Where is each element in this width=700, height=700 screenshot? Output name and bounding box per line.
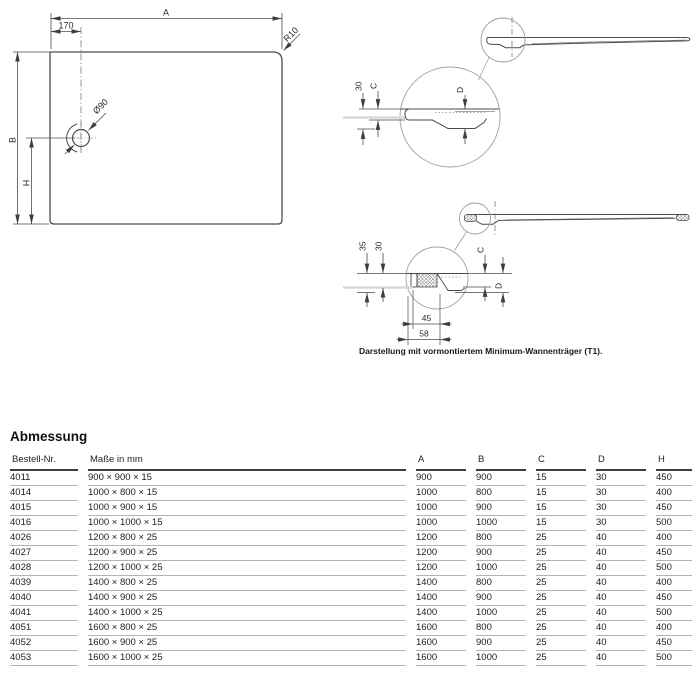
- dim-label-35: 35: [357, 241, 368, 251]
- table-cell: 1000: [416, 516, 466, 531]
- table-cell: 40: [596, 561, 646, 576]
- magnifier-source-circle: [481, 18, 525, 62]
- table-cell: 15: [536, 486, 586, 501]
- table-row: [10, 471, 692, 486]
- table-cell: 1600 × 900 × 25: [88, 636, 406, 651]
- magnifier-circle: [400, 67, 500, 167]
- table-cell: 800: [476, 576, 526, 591]
- table-cell: 30: [596, 516, 646, 531]
- dim-label-b: B: [7, 136, 18, 144]
- support-block-left: [465, 215, 477, 222]
- table-cell: 1400 × 1000 × 25: [88, 606, 406, 621]
- table-cell: 1000: [476, 516, 526, 531]
- table-cell: 800: [476, 621, 526, 636]
- table-row: [10, 531, 692, 546]
- table-cell: 1200 × 900 × 25: [88, 546, 406, 561]
- table-header-row: [10, 453, 692, 471]
- table-cell: 1200: [416, 561, 466, 576]
- table-header: [10, 453, 692, 471]
- dim-label-a: A: [162, 7, 170, 18]
- table-cell: 900: [476, 636, 526, 651]
- table-cell: 1600: [416, 636, 466, 651]
- column-header: Maße in mm: [88, 453, 406, 471]
- section-title: Abmessung: [10, 429, 88, 444]
- dim-label-c: C: [368, 82, 379, 89]
- table-cell: 1000 × 800 × 15: [88, 486, 406, 501]
- table-cell: 4026: [10, 531, 78, 546]
- table-cell: 25: [536, 546, 586, 561]
- table-row: [10, 486, 692, 501]
- dimensions-table: [0, 453, 700, 666]
- dim-label-30: 30: [353, 81, 364, 91]
- table-cell: 4015: [10, 501, 78, 516]
- table-cell: 500: [656, 651, 692, 666]
- table-cell: 400: [656, 486, 692, 501]
- table-cell: 1200 × 1000 × 25: [88, 561, 406, 576]
- table-cell: 450: [656, 501, 692, 516]
- table-cell: 40: [596, 576, 646, 591]
- table-cell: 1000: [476, 561, 526, 576]
- magnifier-connector: [455, 232, 467, 251]
- table-cell: 25: [536, 576, 586, 591]
- drawing-caption: Darstellung mit vormontiertem Minimum-Wannenträger (T1).: [359, 346, 603, 356]
- support-block-right: [677, 215, 690, 221]
- section-detail-drawing: [335, 5, 700, 185]
- table-cell: 15: [536, 471, 586, 486]
- tray-edge-cap: [411, 274, 417, 288]
- table-body: [10, 471, 692, 666]
- table-cell: 400: [656, 621, 692, 636]
- table-cell: 40: [596, 621, 646, 636]
- tray-section-profile: [487, 38, 690, 48]
- table-cell: 1400 × 800 × 25: [88, 576, 406, 591]
- table-cell: 25: [536, 651, 586, 666]
- table-cell: 450: [656, 546, 692, 561]
- table-cell: 25: [536, 606, 586, 621]
- table-cell: 4052: [10, 636, 78, 651]
- table-cell: 40: [596, 591, 646, 606]
- table-cell: 900: [476, 501, 526, 516]
- table-cell: 1000: [416, 501, 466, 516]
- table-cell: 1600 × 800 × 25: [88, 621, 406, 636]
- table-row: [10, 621, 692, 636]
- table-cell: 4027: [10, 546, 78, 561]
- table-cell: 500: [656, 516, 692, 531]
- table-cell: 800: [476, 531, 526, 546]
- table-cell: 4039: [10, 576, 78, 591]
- plan-view-drawing: [5, 3, 335, 245]
- magnifier-connector: [479, 57, 490, 81]
- table-cell: 4028: [10, 561, 78, 576]
- table-cell: 1000: [476, 651, 526, 666]
- table-cell: 800: [476, 486, 526, 501]
- dim-label-radius: R10: [281, 25, 301, 44]
- tray-bottom-profile: [477, 218, 676, 224]
- table-cell: 25: [536, 531, 586, 546]
- column-header: A: [416, 453, 466, 471]
- table-cell: 15: [536, 501, 586, 516]
- dim-label-d: D: [493, 282, 504, 289]
- table-cell: 1200: [416, 546, 466, 561]
- table-row: [10, 651, 692, 666]
- dim-label-d: D: [455, 86, 465, 93]
- table-row: [10, 606, 692, 621]
- table-cell: 450: [656, 636, 692, 651]
- table-cell: 450: [656, 471, 692, 486]
- table-cell: 1000: [416, 486, 466, 501]
- table-cell: 1000: [476, 606, 526, 621]
- table-cell: 30: [596, 471, 646, 486]
- dim-label-170: 170: [58, 20, 74, 31]
- dim-label-drain-diameter: Ø90: [90, 96, 110, 116]
- table-cell: 450: [656, 591, 692, 606]
- table-cell: 1600 × 1000 × 25: [88, 651, 406, 666]
- table-cell: 500: [656, 606, 692, 621]
- table-cell: 4040: [10, 591, 78, 606]
- table-row: [10, 561, 692, 576]
- magnified-profile: [405, 109, 487, 129]
- table-cell: 1200: [416, 531, 466, 546]
- table-cell: 40: [596, 651, 646, 666]
- dim-label-45: 45: [421, 313, 432, 323]
- table-row: [10, 576, 692, 591]
- table-cell: 4016: [10, 516, 78, 531]
- table-cell: 40: [596, 606, 646, 621]
- table-row: [10, 591, 692, 606]
- table-cell: 900 × 900 × 15: [88, 471, 406, 486]
- table-cell: 4053: [10, 651, 78, 666]
- table-cell: 1400: [416, 591, 466, 606]
- table-cell: 1600: [416, 651, 466, 666]
- column-header: C: [536, 453, 586, 471]
- dim-label-58: 58: [419, 328, 429, 339]
- column-header: D: [596, 453, 646, 471]
- dim-label-30: 30: [373, 241, 384, 251]
- table-cell: 40: [596, 636, 646, 651]
- dim-label-c: C: [475, 246, 486, 253]
- table-cell: 1000 × 900 × 15: [88, 501, 406, 516]
- magnified-profile-slope: [438, 274, 466, 291]
- table-cell: 4011: [10, 471, 78, 486]
- table-row: [10, 516, 692, 531]
- table-row: [10, 501, 692, 516]
- table-cell: 1000 × 1000 × 15: [88, 516, 406, 531]
- table-cell: 1600: [416, 621, 466, 636]
- table-cell: 400: [656, 531, 692, 546]
- table-cell: 900: [476, 471, 526, 486]
- table-cell: 40: [596, 531, 646, 546]
- table-cell: 900: [476, 546, 526, 561]
- table-cell: 400: [656, 576, 692, 591]
- table-cell: 4014: [10, 486, 78, 501]
- table-cell: 40: [596, 546, 646, 561]
- table-cell: 500: [656, 561, 692, 576]
- table-row: [10, 636, 692, 651]
- left-reference-lines: [357, 120, 405, 129]
- column-header: H: [656, 453, 692, 471]
- support-block-magnified: [417, 274, 437, 288]
- table-row: [10, 546, 692, 561]
- table-cell: 4041: [10, 606, 78, 621]
- table-cell: 30: [596, 501, 646, 516]
- table-cell: 900: [476, 591, 526, 606]
- table-cell: 1400: [416, 606, 466, 621]
- column-header: B: [476, 453, 526, 471]
- column-header: Bestell-Nr.: [10, 453, 78, 471]
- table-cell: 25: [536, 636, 586, 651]
- section-detail-support-drawing: [335, 195, 700, 350]
- table-cell: 15: [536, 516, 586, 531]
- table-cell: 900: [416, 471, 466, 486]
- table-cell: 4051: [10, 621, 78, 636]
- table-cell: 25: [536, 621, 586, 636]
- dim-label-h: H: [21, 179, 32, 187]
- table-cell: 25: [536, 561, 586, 576]
- table-cell: 1400: [416, 576, 466, 591]
- table-cell: 1200 × 800 × 25: [88, 531, 406, 546]
- table-cell: 25: [536, 591, 586, 606]
- table-cell: 1400 × 900 × 25: [88, 591, 406, 606]
- table-cell: 30: [596, 486, 646, 501]
